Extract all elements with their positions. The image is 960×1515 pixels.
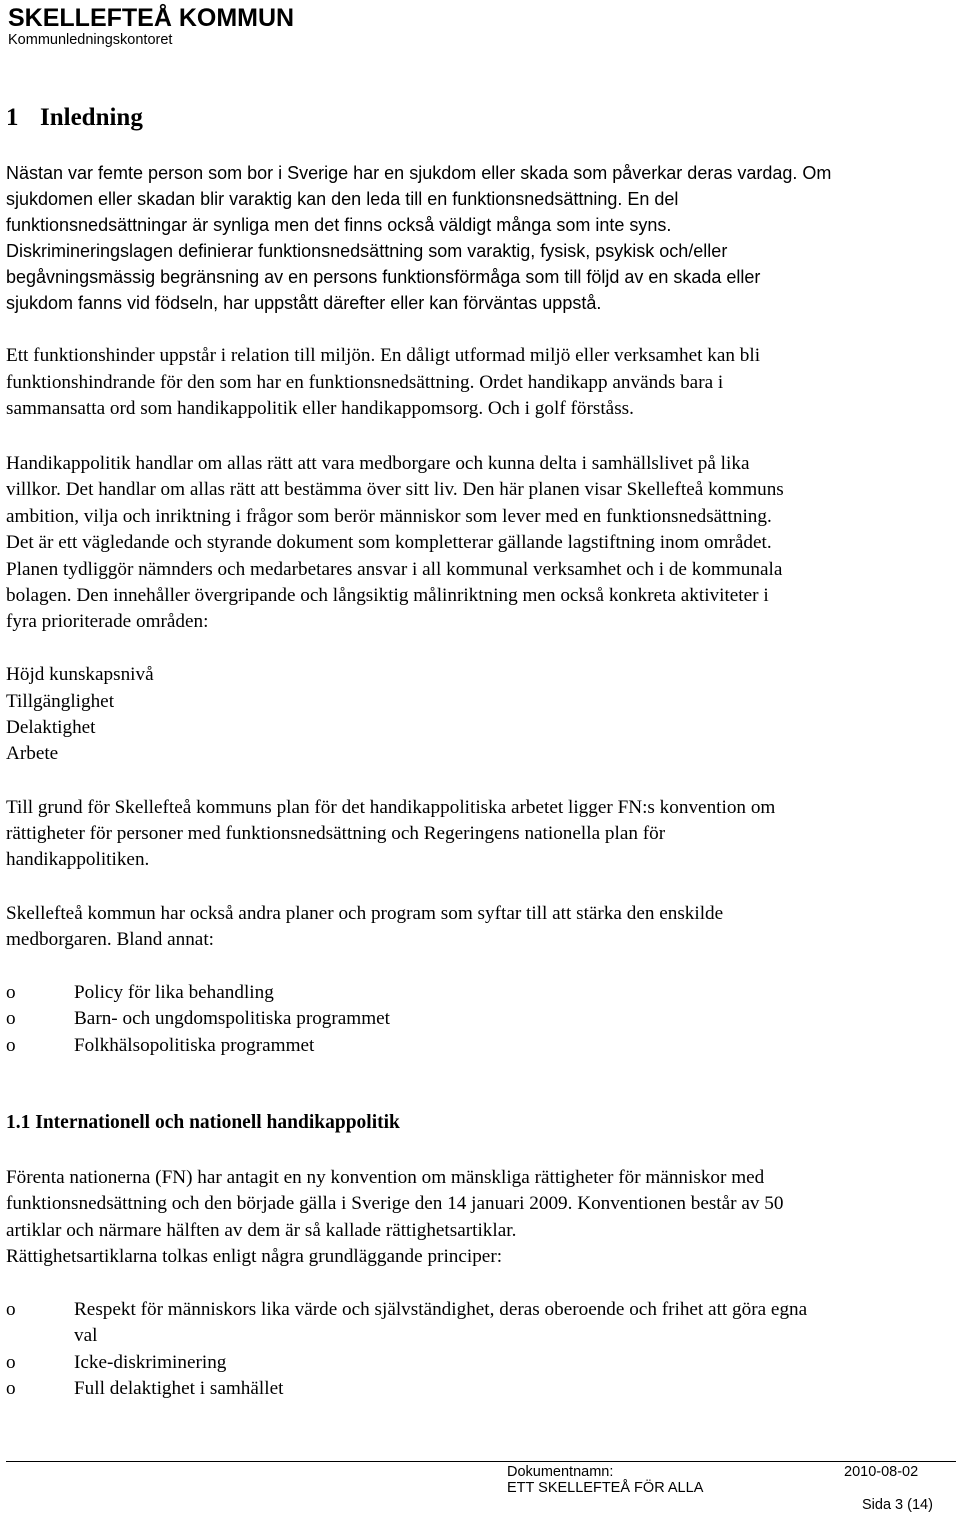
list-bullet: o <box>6 1008 16 1029</box>
section-number: 1 <box>6 104 19 131</box>
principle-list-item: Icke-diskriminering <box>74 1352 227 1373</box>
paragraph-line: sjukdomen eller skadan blir varaktig kan den leda till en funktionsnedsättning. En del <box>6 189 679 209</box>
paragraph-line: rättigheter för personer med funktionsnedsättning och Regeringens nationella plan för <box>6 823 666 844</box>
paragraph-line: sjukdom fanns vid födseln, har uppstått därefter eller kan förväntas uppstå. <box>6 293 602 313</box>
paragraph-line: Rättighetsartiklarna tolkas enligt några grundläggande principer: <box>6 1246 503 1267</box>
paragraph-line: funktionsnedsättning och den började gälla i Sverige den 14 januari 2009. Konventionen består av 50 <box>6 1193 784 1214</box>
department-name: Kommunledningskontoret <box>8 32 173 48</box>
paragraph-line: Det är ett vägledande och styrande dokument som kompletterar gällande lagstiftning inom området. <box>6 532 772 553</box>
organization-name: SKELLEFTEÅ KOMMUN <box>8 4 295 32</box>
principle-list-item: Respekt för människors lika värde och självständighet, deras oberoende och frihet att göra egna <box>74 1299 808 1320</box>
priority-area-item: Delaktighet <box>6 717 96 738</box>
footer-page-number: Sida 3 (14) <box>862 1497 933 1513</box>
paragraph-line: artiklar och närmare hälften av dem är så kallade rättighetsartiklar. <box>6 1220 517 1241</box>
list-bullet: o <box>6 1299 16 1320</box>
paragraph-line: medborgaren. Bland annat: <box>6 929 214 950</box>
paragraph-line: handikappolitiken. <box>6 849 150 870</box>
principle-list-item-continuation: val <box>74 1325 98 1346</box>
paragraph-line: ambition, vilja och inriktning i frågor som berör människor som lever med en funktionsnedsättning. <box>6 506 772 527</box>
program-list-item: Barn- och ungdomspolitiska programmet <box>74 1008 391 1029</box>
paragraph-line: Nästan var femte person som bor i Sverige har en sjukdom eller skada som påverkar deras vardag. Om <box>6 163 832 183</box>
list-bullet: o <box>6 982 16 1003</box>
principle-list-item: Full delaktighet i samhället <box>74 1378 284 1399</box>
program-list-item: Policy för lika behandling <box>74 982 274 1003</box>
paragraph-line: Till grund för Skellefteå kommuns plan för det handikappolitiska arbetet ligger FN:s konvention om <box>6 797 776 818</box>
priority-area-item: Höjd kunskapsnivå <box>6 664 154 685</box>
subsection-heading: 1.1 Internationell och nationell handikappolitik <box>6 1112 400 1133</box>
paragraph-line: begåvningsmässig begränsning av en persons funktionsförmåga som till följd av en skada eller <box>6 267 761 287</box>
paragraph-line: sammansatta ord som handikappolitik eller handikappomsorg. Och i golf förståss. <box>6 398 634 419</box>
paragraph-line: Handikappolitik handlar om allas rätt att vara medborgare och kunna delta i samhällslivet på lika <box>6 453 750 474</box>
priority-area-item: Tillgänglighet <box>6 691 115 712</box>
section-heading <box>6 104 143 132</box>
footer-divider <box>6 1461 956 1462</box>
list-bullet: o <box>6 1035 16 1056</box>
footer-doc-label: Dokumentnamn: <box>507 1464 614 1480</box>
program-list-item: Folkhälsopolitiska programmet <box>74 1035 315 1056</box>
list-bullet: o <box>6 1352 16 1373</box>
paragraph-line: funktionshindrande för den som har en funktionsnedsättning. Ordet handikapp används bara i <box>6 372 724 393</box>
paragraph-line: Diskrimineringslagen definierar funktionsnedsättning som varaktig, fysisk, psykisk och/eller <box>6 241 728 261</box>
paragraph-line: villkor. Det handlar om allas rätt att bestämma över sitt liv. Den här planen visar Skellefteå kommuns <box>6 479 784 500</box>
footer-date: 2010-08-02 <box>844 1464 919 1480</box>
section-title: Inledning <box>40 104 143 131</box>
paragraph-line: bolagen. Den innehåller övergripande och långsiktig målinriktning men också konkreta aktiviteter i <box>6 585 769 606</box>
paragraph-line: Planen tydliggör nämnders och medarbetares ansvar i all kommunal verksamhet och i de kommunala <box>6 559 783 580</box>
footer-doc-name: ETT SKELLEFTEÅ FÖR ALLA <box>507 1480 704 1496</box>
paragraph-line: Förenta nationerna (FN) har antagit en ny konvention om mänskliga rättigheter för människor med <box>6 1167 765 1188</box>
paragraph-line: funktionsnedsättningar är synliga men det finns också väldigt många som inte syns. <box>6 215 672 235</box>
list-bullet: o <box>6 1378 16 1399</box>
paragraph-line: Ett funktionshinder uppstår i relation till miljön. En dåligt utformad miljö eller verksamhet kan bli <box>6 345 761 366</box>
priority-area-item: Arbete <box>6 743 59 764</box>
paragraph-line: fyra prioriterade områden: <box>6 611 209 632</box>
paragraph-line: Skellefteå kommun har också andra planer och program som syftar till att stärka den enskilde <box>6 903 724 924</box>
